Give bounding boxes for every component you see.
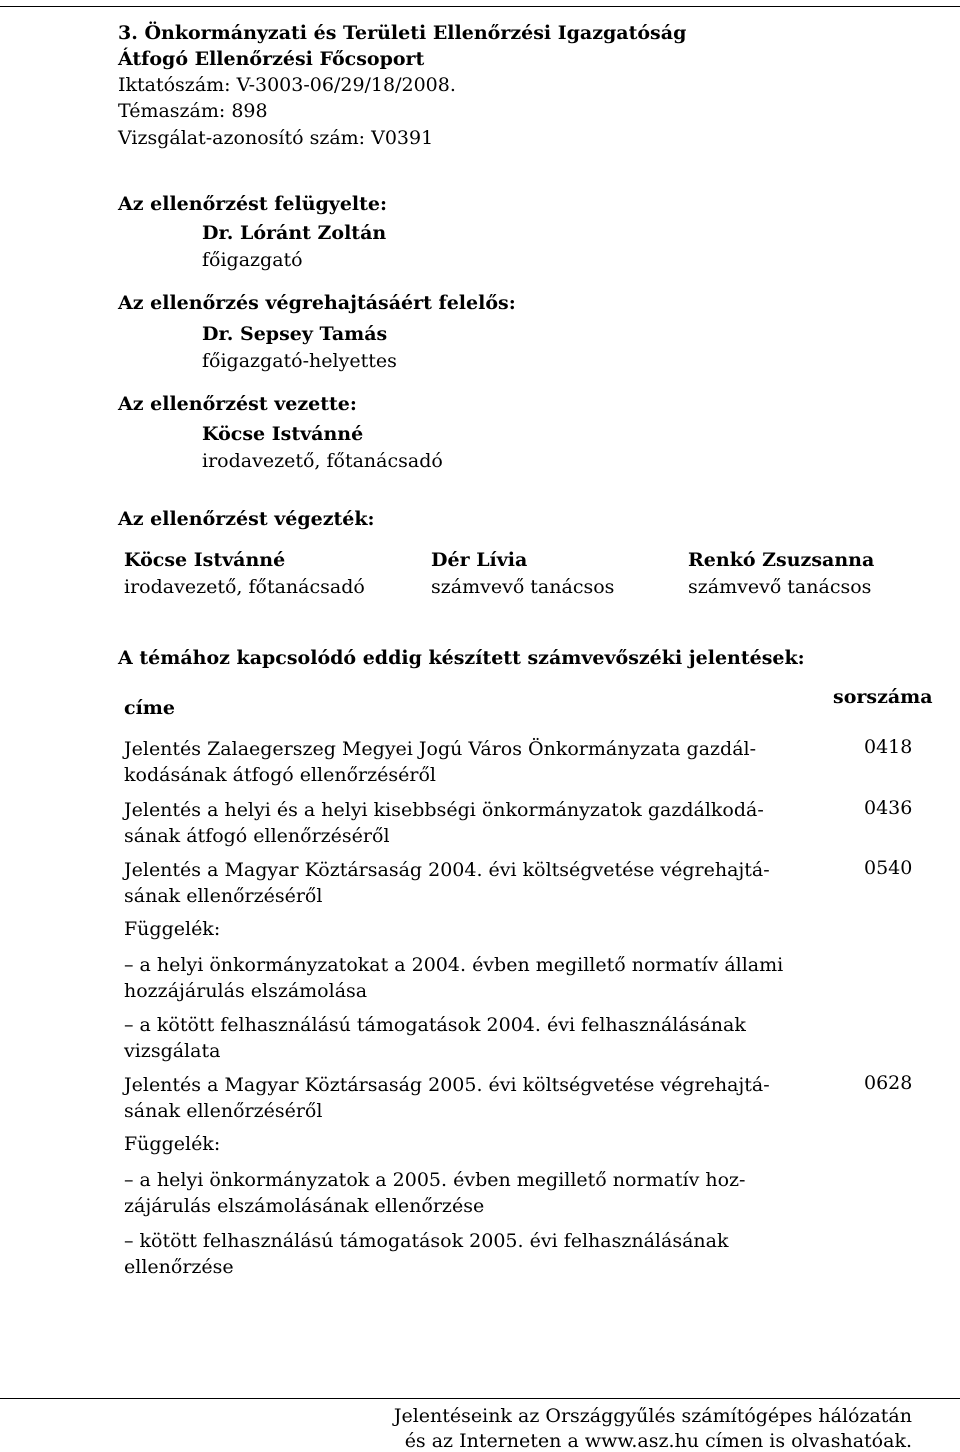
reports-heading: A témához kapcsolódó eddig készített számvevőszéki jelentések: [118, 647, 805, 669]
led-label: Az ellenőrzést vezette: [118, 393, 357, 415]
report-row-title: Jelentés a helyi és a helyi kisebbségi önkormányzatok gazdálkodá-sának átfogó ellenőrzéséről [124, 799, 764, 847]
performer-title: számvevő tanácsos [688, 576, 872, 598]
report-row-number: 0436 [864, 797, 913, 819]
led-title: irodavezető, főtanácsadó [202, 450, 443, 472]
column-header-number: sorszáma [833, 686, 933, 708]
supervised-label: Az ellenőrzést felügyelte: [118, 193, 388, 215]
performer-title: irodavezető, főtanácsadó [124, 576, 365, 598]
responsible-name: Dr. Sepsey Tamás [202, 323, 388, 345]
report-row-number: 0418 [864, 736, 913, 758]
report-row-number: 0540 [864, 857, 913, 879]
column-header-title: címe [124, 697, 175, 719]
iktatoszam: Iktatószám: V-3003-06/29/18/2008. [118, 74, 456, 96]
report-row-title: Jelentés a Magyar Köztársaság 2004. évi költségvetése végrehajtá-sának ellenőrzéséről [124, 859, 770, 907]
supervised-name: Dr. Lóránt Zoltán [202, 222, 387, 244]
appendix-label: Függelék: [124, 918, 221, 940]
footer-line-2: és az Interneten a www.asz.hu címen is olvashatóak. [404, 1430, 912, 1452]
header-line-1: 3. Önkormányzati és Területi Ellenőrzési Igazgatóság [118, 22, 687, 44]
appendix-item: – kötött felhasználású támogatások 2005. évi felhasználásának ellenőrzése [124, 1230, 729, 1278]
report-row-title: Jelentés Zalaegerszeg Megyei Jogú Város Önkormányzata gazdál-kodásának átfogó ellenőrzéséről [124, 738, 757, 786]
performer-name: Köcse Istvánné [124, 549, 286, 571]
top-rule [0, 6, 960, 7]
header-line-2: Átfogó Ellenőrzési Főcsoport [118, 48, 425, 70]
performer-name: Dér Lívia [431, 549, 528, 571]
temaszam: Témaszám: 898 [118, 100, 268, 122]
report-row-title: Jelentés a Magyar Köztársaság 2005. évi költségvetése végrehajtá-sának ellenőrzéséről [124, 1074, 770, 1122]
appendix-item: – a kötött felhasználású támogatások 2004. évi felhasználásának vizsgálata [124, 1014, 746, 1062]
vizsgalat-azonosito: Vizsgálat-azonosító szám: V0391 [118, 127, 434, 149]
supervised-title: főigazgató [202, 249, 303, 271]
appendix-label: Függelék: [124, 1133, 221, 1155]
report-row-number: 0628 [864, 1072, 913, 1094]
performer-title: számvevő tanácsos [431, 576, 615, 598]
performer-name: Renkó Zsuzsanna [688, 549, 875, 571]
footer-rule [0, 1398, 960, 1399]
responsible-label: Az ellenőrzés végrehajtásáért felelős: [118, 292, 516, 314]
responsible-title: főigazgató-helyettes [202, 350, 397, 372]
performed-label: Az ellenőrzést végezték: [118, 508, 375, 530]
appendix-item: – a helyi önkormányzatokat a 2004. évben megillető normatív állami hozzájárulás elszámolása [124, 954, 784, 1002]
appendix-item: – a helyi önkormányzatok a 2005. évben megillető normatív hoz-zájárulás elszámolásának ellenőrzése [124, 1169, 746, 1217]
footer-line-1: Jelentéseink az Országgyűlés számítógépes hálózatán [393, 1405, 912, 1427]
led-name: Köcse Istvánné [202, 423, 364, 445]
